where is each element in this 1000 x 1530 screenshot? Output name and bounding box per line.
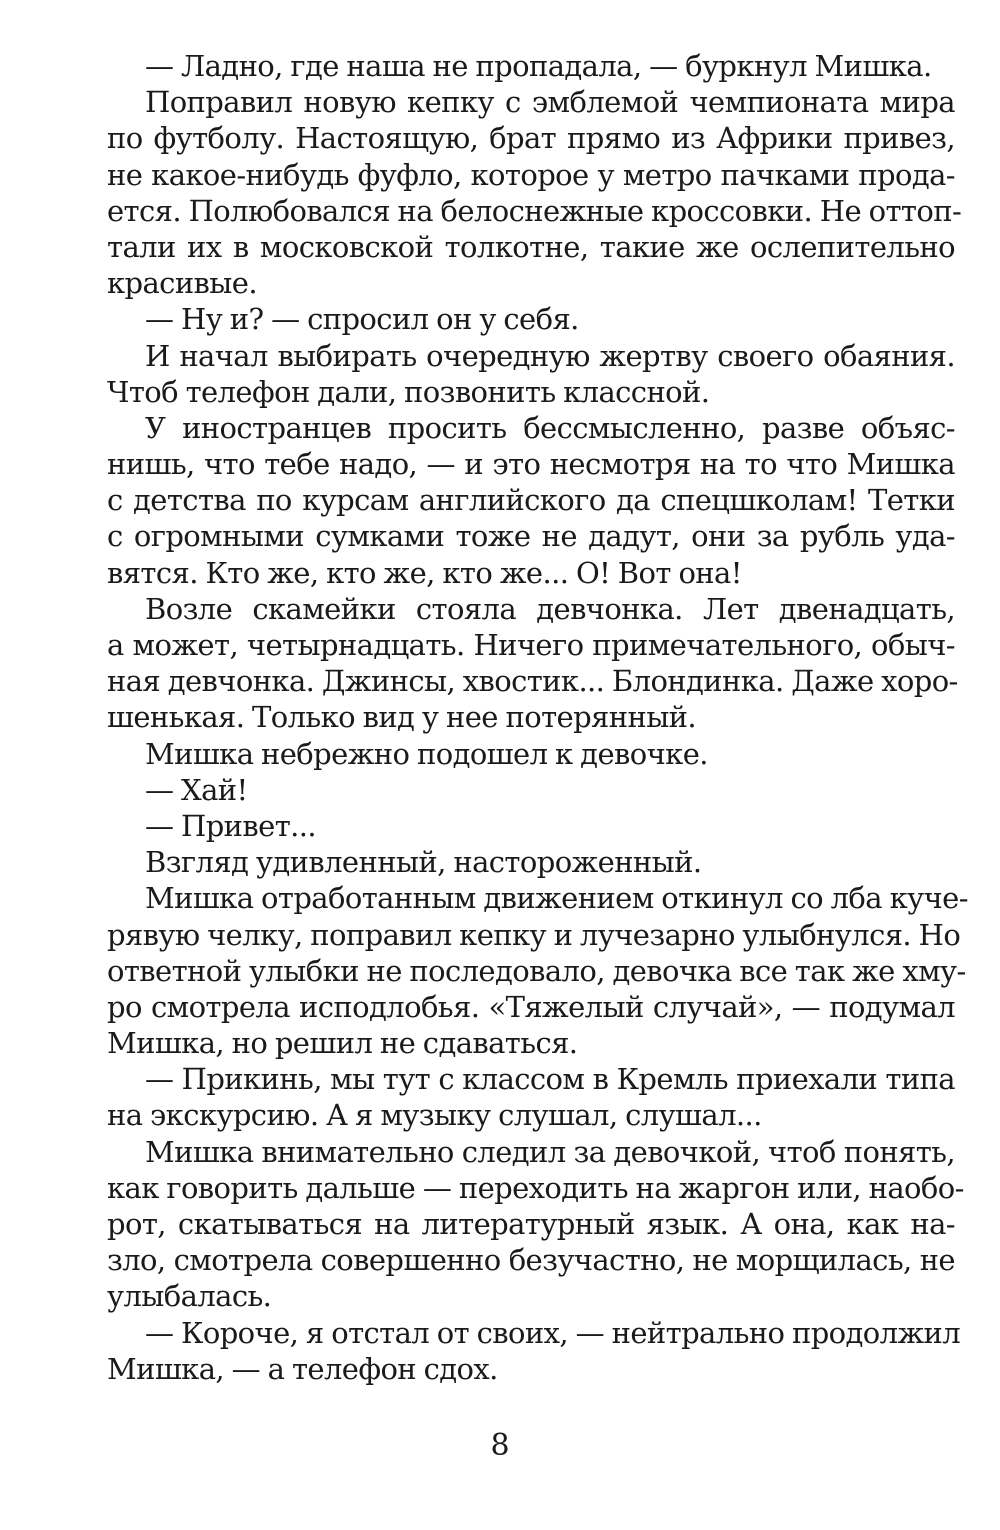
- text-line: рявую челку, поправил кепку и лучезарно улыбнулся. Но: [107, 917, 961, 952]
- text-line: а может, четырнадцать. Ничего примечательного, обыч-: [107, 628, 955, 662]
- text-line: ответной улыбки не последовало, девочка все так же хму-: [107, 953, 966, 988]
- text-line: по футболу. Настоящую, брат прямо из Африки привез,: [107, 121, 955, 156]
- text-line: Мишка отработанным движением откинул со лба куче-: [145, 881, 968, 916]
- text-line: зло, смотрела совершенно безучастно, не морщилась, не: [107, 1243, 955, 1278]
- text-line: — Привет...: [145, 808, 316, 843]
- text-line: Взгляд удивленный, настороженный.: [145, 845, 702, 880]
- text-line: красивые.: [107, 266, 257, 301]
- page-body: [107, 48, 968, 1387]
- text-line: как говорить дальше — переходить на жаргон или, наобо-: [107, 1170, 964, 1205]
- text-line: ется. Полюбовался на белоснежные кроссовки. Не оттоп-: [107, 193, 962, 228]
- text-line: Поправил новую кепку с эмблемой чемпионата мира: [145, 85, 955, 120]
- text-line: рот, скатываться на литературный язык. А она, как на-: [107, 1207, 955, 1241]
- text-line: ная девчонка. Джинсы, хвостик... Блондинка. Даже хоро-: [107, 664, 958, 699]
- text-line: — Ладно, где наша не пропадала, — буркнул Мишка.: [145, 49, 932, 83]
- text-line: тали их в московской толкотне, такие же ослепительно: [107, 229, 955, 264]
- text-line: И начал выбирать очередную жертву своего обаяния.: [145, 338, 955, 373]
- text-line: с огромными сумками тоже не дадут, они за рубль уда-: [107, 519, 955, 554]
- text-line: с детства по курсам английского да спецшколам! Тетки: [107, 483, 955, 518]
- text-line: Возле скамейки стояла девчонка. Лет двенадцать,: [145, 591, 955, 626]
- text-line: У иностранцев просить бессмысленно, разве объяс-: [145, 410, 955, 445]
- text-line: вятся. Кто же, кто же, кто же... О! Вот она!: [107, 555, 742, 590]
- page-number: 8: [490, 1428, 510, 1463]
- text-line: Мишка небрежно подошел к девочке.: [145, 736, 708, 771]
- text-line: — Прикинь, мы тут с классом в Кремль приехали типа: [145, 1062, 955, 1097]
- text-line: Чтоб телефон дали, позвонить классной.: [107, 374, 710, 409]
- text-line: улыбалась.: [107, 1279, 272, 1314]
- text-line: не какое-нибудь фуфло, которое у метро пачками прода-: [107, 157, 955, 192]
- text-line: Мишка, но решил не сдаваться.: [107, 1026, 578, 1061]
- text-line: ро смотрела исподлобья. «Тяжелый случай», — подумал: [107, 989, 955, 1024]
- text-line: — Хай!: [145, 772, 248, 807]
- text-line: — Короче, я отстал от своих, — нейтрально продолжил: [145, 1315, 961, 1350]
- text-line: шенькая. Только вид у нее потерянный.: [107, 700, 697, 735]
- text-line: Мишка внимательно следил за девочкой, чтоб понять,: [145, 1134, 955, 1169]
- text-line: на экскурсию. А я музыку слушал, слушал...: [107, 1098, 762, 1133]
- text-line: Мишка, — а телефон сдох.: [107, 1351, 498, 1386]
- text-line: — Ну и? — спросил он у себя.: [145, 302, 579, 337]
- text-line: нишь, что тебе надо, — и это несмотря на то что Мишка: [107, 447, 955, 482]
